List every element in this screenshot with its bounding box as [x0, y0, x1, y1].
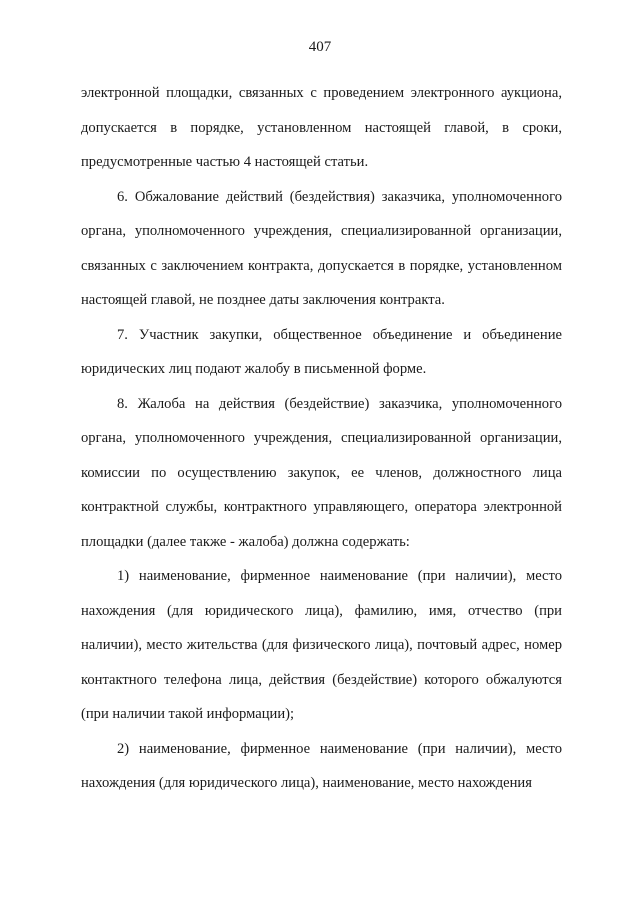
paragraph-subitem-2: 2) наименование, фирменное наименование (при наличии), место нахождения (для юридического лица), наименование, место нахождения — [81, 740, 562, 791]
document-body — [81, 76, 562, 801]
paragraph-item-6: 6. Обжалование действий (бездействия) заказчика, уполномоченного органа, уполномоченного учреждения, специализированной организации, связанных с заключением контракта, допускается в порядке, установленном настоящей главой, не позднее даты заключения контракта. — [81, 188, 562, 308]
paragraph-subitem-1: 1) наименование, фирменное наименование (при наличии), место нахождения (для юридического лица), фамилию, имя, отчество (при наличии), место жительства (для физического лица), почтовый адрес, номер контактного телефона лица, действия (бездействие) которого обжалуются (при наличии такой информации); — [81, 568, 562, 722]
paragraph-item-8: 8. Жалоба на действия (бездействие) заказчика, уполномоченного органа, уполномоченного учреждения, специализированной организации, комиссии по осуществлению закупок, ее членов, должностного лица контрактной службы, контрактного управляющего, оператора электронной площадки (далее также - жалоба) должна содержать: — [81, 395, 562, 550]
paragraph-continuation: электронной площадки, связанных с проведением электронного аукциона, допускается в порядке, установленном настоящей главой, в сроки, предусмотренные частью 4 настоящей статьи. — [81, 85, 562, 170]
page-number: 407 — [308, 39, 332, 55]
paragraph-item-7: 7. Участник закупки, общественное объединение и объединение юридических лиц подают жалобу в письменной форме. — [81, 326, 562, 377]
